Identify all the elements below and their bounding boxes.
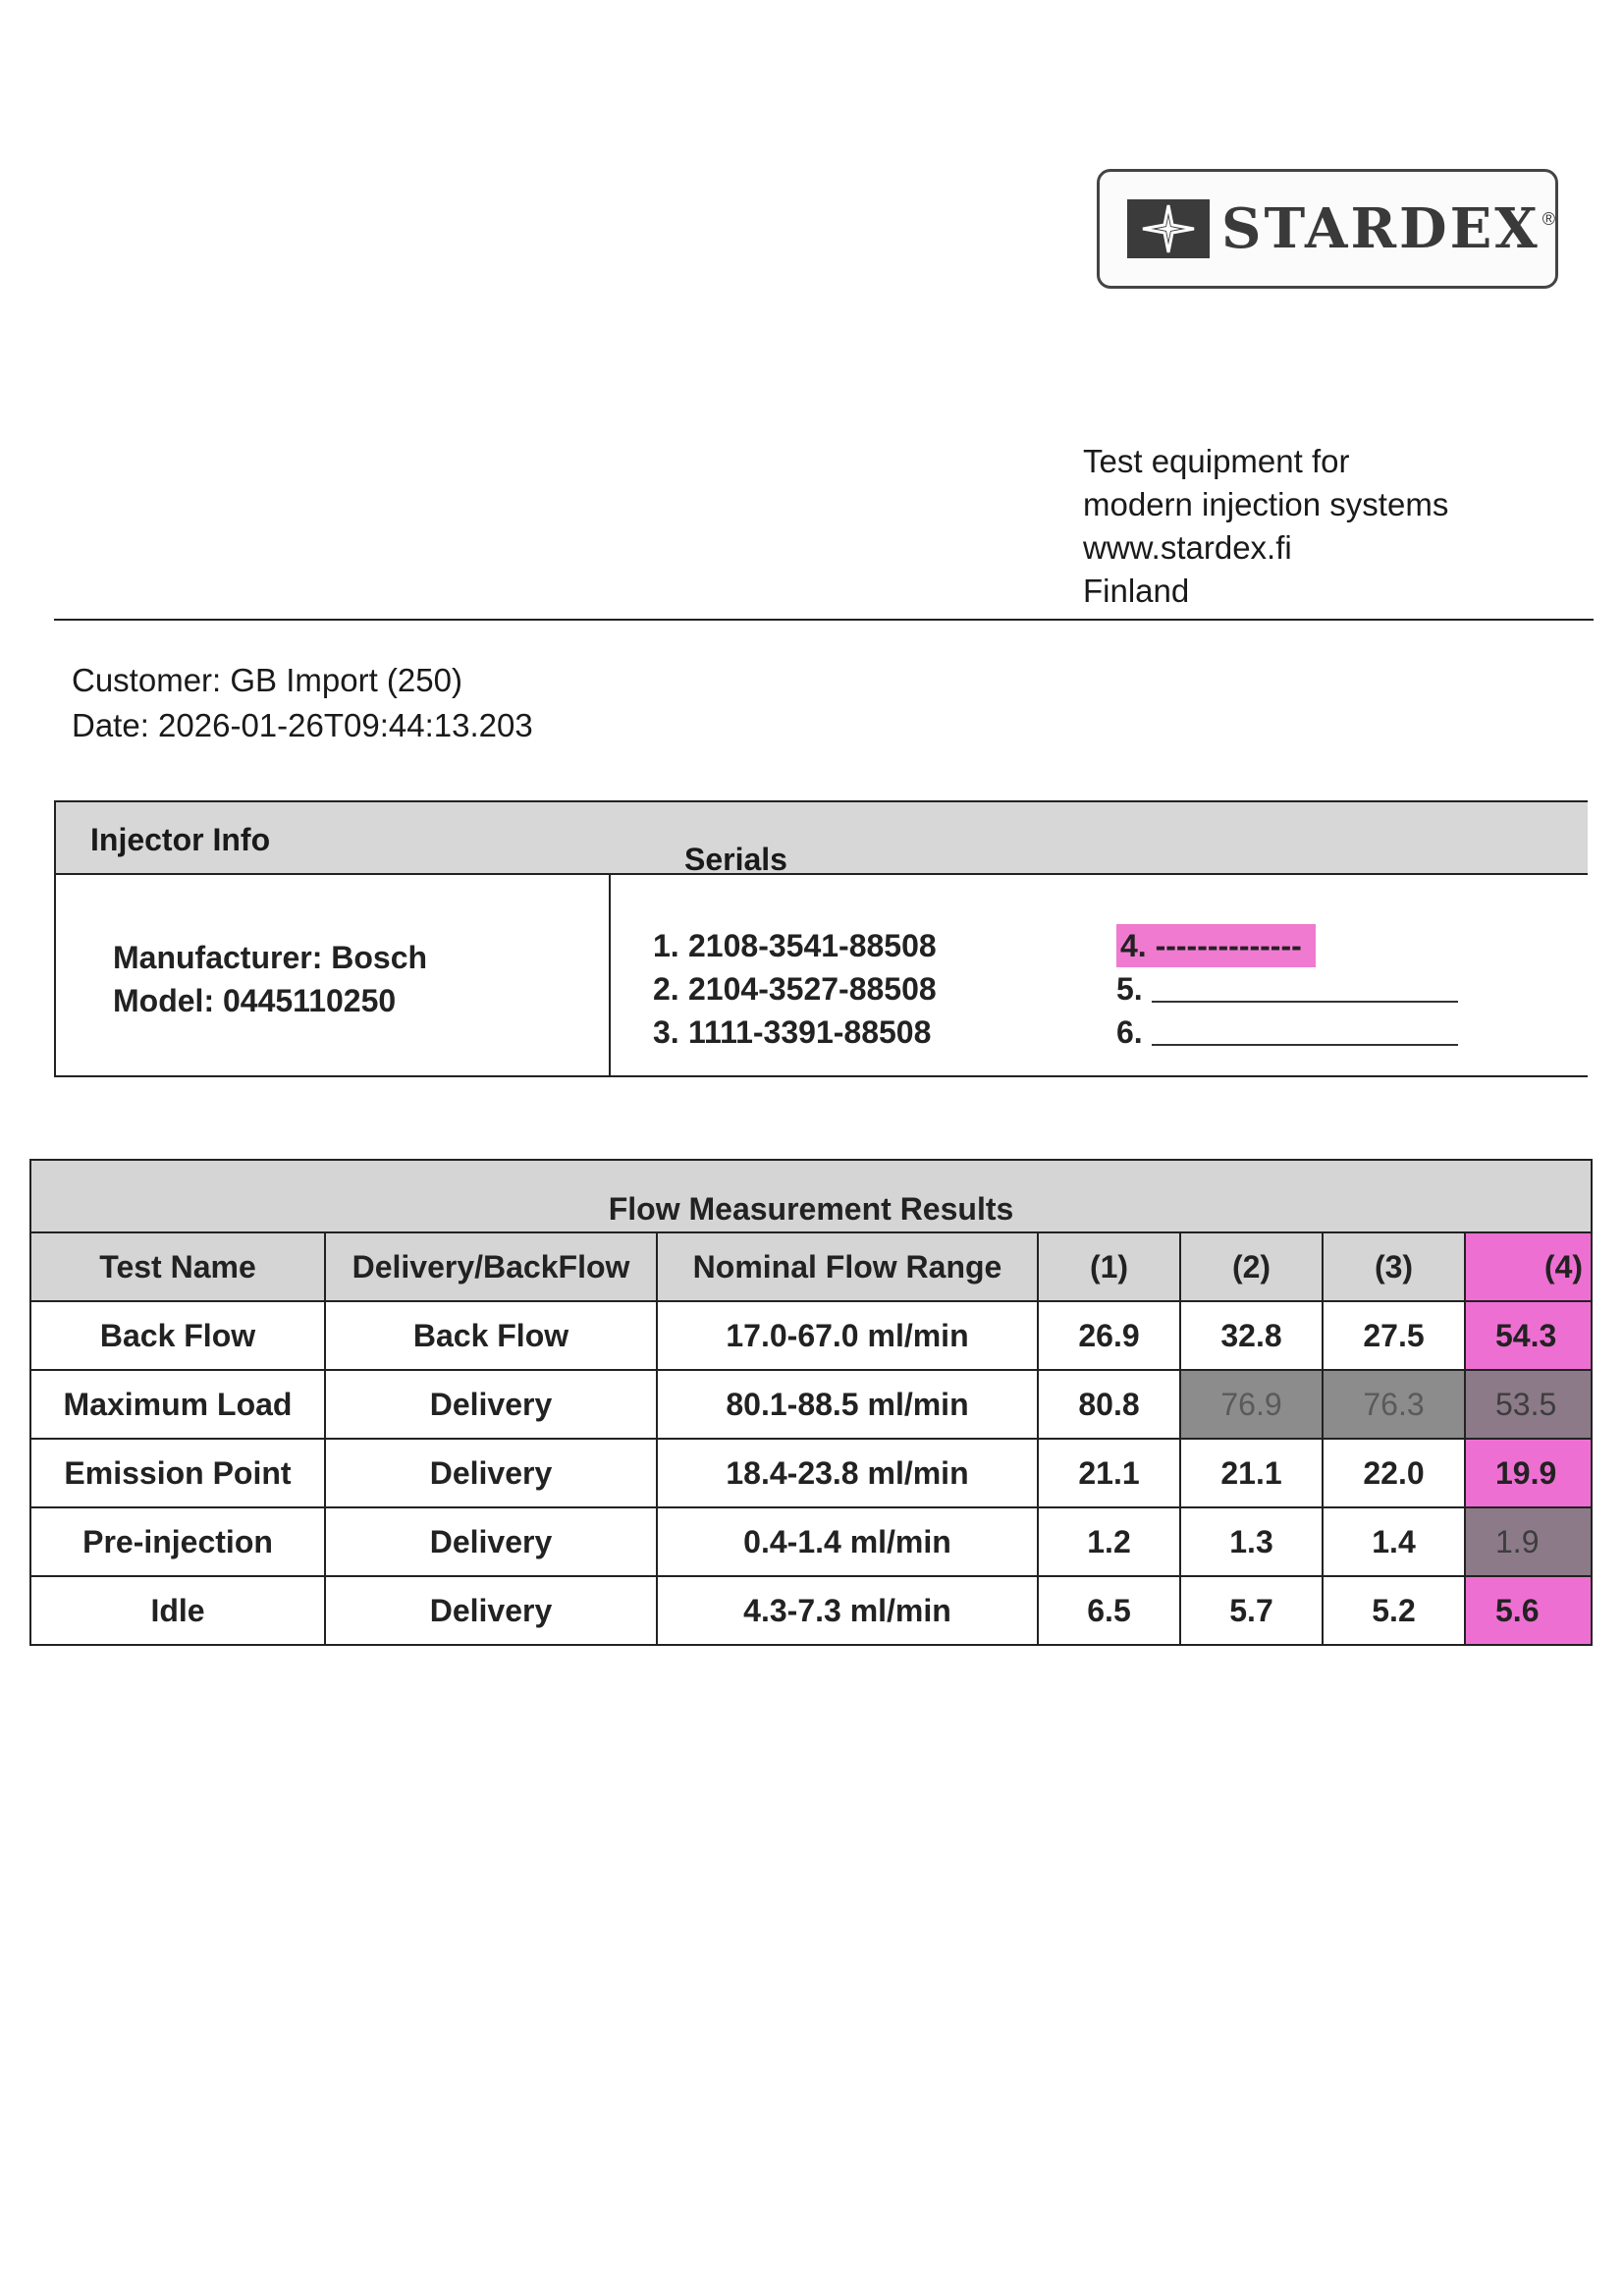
col-injector-1: (1) [1038,1232,1180,1301]
date-line: Date: 2026-01-26T09:44:13.203 [72,707,533,743]
customer-line: Customer: GB Import (250) [72,662,462,698]
out-of-range-cell: 53.5 [1465,1370,1592,1439]
header-divider [54,619,1594,621]
table-row: Maximum Load Delivery 80.1-88.5 ml/min 80.8 76.9 76.3 53.5 [30,1370,1592,1439]
flow-measurement-table [29,1159,1591,1646]
serial-item: 3. 1111-3391-88508 [653,1014,932,1050]
serial-item [1116,924,1458,967]
company-info [1083,440,1448,613]
manufacturer: Manufacturer: Bosch [113,940,428,975]
col-test-name: Test Name [30,1232,325,1301]
company-website: www.stardex.fi [1083,529,1292,566]
table-row: Back Flow Back Flow 17.0-67.0 ml/min 26.9 32.8 27.5 54.3 [30,1301,1592,1370]
injector-info-box [54,800,1588,1077]
out-of-range-cell: 1.9 [1465,1507,1592,1576]
serials-list-left [653,924,937,1054]
logo-brand-text: STARDEX [1221,196,1541,261]
highlighted-serial: 4. -------------- [1116,924,1316,967]
serial-item: 5. [1116,967,1458,1011]
injector-details [113,936,427,1022]
serials-list-right [1116,924,1458,1054]
col-injector-3: (3) [1323,1232,1465,1301]
table-row: Pre-injection Delivery 0.4-1.4 ml/min 1.2 1.3 1.4 1.9 [30,1507,1592,1576]
company-country: Finland [1083,573,1190,609]
injector-info-title: Injector Info [90,822,271,857]
injector-divider [609,875,611,1077]
out-of-range-cell: 76.3 [1323,1370,1465,1439]
table-row: Idle Delivery 4.3-7.3 ml/min 6.5 5.7 5.2 5.6 [30,1576,1592,1645]
col-injector-2: (2) [1180,1232,1323,1301]
col-delivery-backflow: Delivery/BackFlow [325,1232,657,1301]
serial-item: 6. [1116,1011,1458,1054]
table-row: Emission Point Delivery 18.4-23.8 ml/min 21.1 21.1 22.0 19.9 [30,1439,1592,1507]
flow-table-header [30,1232,1592,1301]
model: Model: 0445110250 [113,983,397,1018]
registered-mark: ® [1542,208,1555,229]
star-compass-icon [1127,199,1210,258]
customer-info [72,658,533,748]
serial-item: 2. 2104-3527-88508 [653,971,937,1007]
out-of-range-cell: 76.9 [1180,1370,1323,1439]
serials-title: Serials [684,842,787,877]
col-nominal-range: Nominal Flow Range [657,1232,1038,1301]
col-injector-4: (4) [1465,1232,1592,1301]
injector-info-header [56,802,1588,875]
company-tagline-1: Test equipment for [1083,443,1350,479]
serial-item: 1. 2108-3541-88508 [653,928,937,963]
company-tagline-2: modern injection systems [1083,486,1449,522]
flow-table-title: Flow Measurement Results [30,1160,1592,1232]
stardex-logo [1097,169,1558,289]
blank-serial-line [1152,1018,1458,1046]
blank-serial-line [1152,975,1458,1003]
